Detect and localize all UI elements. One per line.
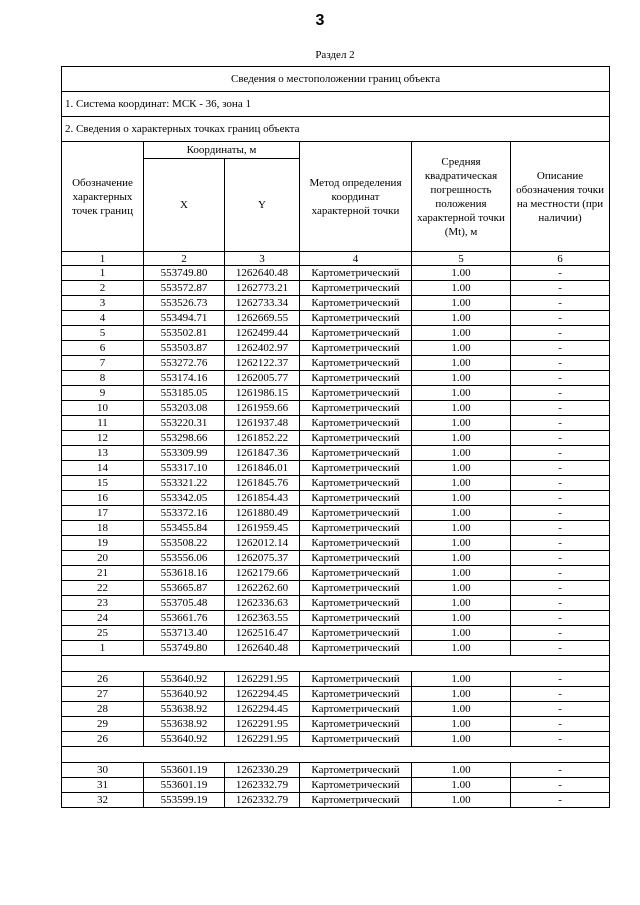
point-label-cell: 7 [62,356,144,371]
page-number: 3 [315,12,325,29]
point-label-cell: 20 [62,551,144,566]
accuracy-cell: 1.00 [412,371,511,386]
y-coord-cell: 1261959.45 [225,521,300,536]
table-row [62,356,610,371]
x-coord-cell: 553494.71 [144,311,225,326]
table-row [62,702,610,717]
method-cell: Картометрический [300,611,412,626]
point-label-cell: 1 [62,641,144,656]
x-coord-cell: 553321.22 [144,476,225,491]
point-label-cell: 30 [62,763,144,778]
point-label-cell: 3 [62,296,144,311]
point-label-cell: 28 [62,702,144,717]
description-cell: - [511,341,610,356]
y-coord-cell: 1261986.15 [225,386,300,401]
accuracy-cell: 1.00 [412,506,511,521]
x-coord-cell: 553372.16 [144,506,225,521]
x-coord-cell: 553203.08 [144,401,225,416]
method-cell: Картометрический [300,506,412,521]
x-coord-cell: 553618.16 [144,566,225,581]
group-separator-row [62,656,610,672]
column-number: 6 [511,252,610,266]
y-coord-cell: 1261854.43 [225,491,300,506]
method-cell: Картометрический [300,596,412,611]
column-number-row [62,252,610,266]
description-cell: - [511,371,610,386]
point-label-cell: 13 [62,446,144,461]
description-cell: - [511,717,610,732]
method-cell: Картометрический [300,702,412,717]
header-row-1 [62,142,610,159]
point-label-cell: 9 [62,386,144,401]
header-method: Метод определения координат характерной точки [300,142,412,252]
x-coord-cell: 553455.84 [144,521,225,536]
x-coord-cell: 553317.10 [144,461,225,476]
description-cell: - [511,536,610,551]
table-row [62,311,610,326]
accuracy-cell: 1.00 [412,401,511,416]
x-coord-cell: 553220.31 [144,416,225,431]
method-cell: Картометрический [300,581,412,596]
method-cell: Картометрический [300,641,412,656]
description-cell: - [511,266,610,281]
method-cell: Картометрический [300,793,412,808]
y-coord-cell: 1262262.60 [225,581,300,596]
table-body [62,67,610,808]
table-title-row [62,67,610,92]
x-coord-cell: 553572.87 [144,281,225,296]
group-separator [62,656,610,672]
table-row [62,371,610,386]
description-cell: - [511,566,610,581]
accuracy-cell: 1.00 [412,566,511,581]
method-cell: Картометрический [300,521,412,536]
point-label-cell: 5 [62,326,144,341]
x-coord-cell: 553705.48 [144,596,225,611]
point-label-cell: 1 [62,266,144,281]
table-row [62,386,610,401]
header-accuracy: Средняя квадратическая погрешность положения характерной точки (Mt), м [412,142,511,252]
method-cell: Картометрический [300,626,412,641]
description-cell: - [511,793,610,808]
accuracy-cell: 1.00 [412,341,511,356]
column-number: 3 [225,252,300,266]
y-coord-cell: 1262499.44 [225,326,300,341]
x-coord-cell: 553638.92 [144,717,225,732]
point-label-cell: 6 [62,341,144,356]
x-coord-cell: 553749.80 [144,641,225,656]
table-row [62,281,610,296]
method-cell: Картометрический [300,566,412,581]
header-coords: Координаты, м [144,142,300,159]
y-coord-cell: 1262516.47 [225,626,300,641]
accuracy-cell: 1.00 [412,431,511,446]
x-coord-cell: 553503.87 [144,341,225,356]
accuracy-cell: 1.00 [412,778,511,793]
table-title: Сведения о местоположении границ объекта [62,67,610,92]
description-cell: - [511,416,610,431]
y-coord-cell: 1262294.45 [225,702,300,717]
method-cell: Картометрический [300,371,412,386]
y-coord-cell: 1262179.66 [225,566,300,581]
method-cell: Картометрический [300,341,412,356]
method-cell: Картометрический [300,431,412,446]
header-description: Описание обозначения точки на местности (при наличии) [511,142,610,252]
description-cell: - [511,732,610,747]
point-label-cell: 18 [62,521,144,536]
point-label-cell: 21 [62,566,144,581]
x-coord-cell: 553601.19 [144,778,225,793]
description-cell: - [511,778,610,793]
accuracy-cell: 1.00 [412,296,511,311]
description-cell: - [511,431,610,446]
description-cell: - [511,356,610,371]
x-coord-cell: 553638.92 [144,702,225,717]
y-coord-cell: 1262291.95 [225,732,300,747]
accuracy-cell: 1.00 [412,446,511,461]
y-coord-cell: 1262402.97 [225,341,300,356]
accuracy-cell: 1.00 [412,672,511,687]
column-number: 5 [412,252,511,266]
accuracy-cell: 1.00 [412,461,511,476]
table-row [62,476,610,491]
table-row [62,431,610,446]
accuracy-cell: 1.00 [412,581,511,596]
method-cell: Картометрический [300,763,412,778]
accuracy-cell: 1.00 [412,536,511,551]
y-coord-cell: 1261846.01 [225,461,300,476]
x-coord-cell: 553640.92 [144,732,225,747]
x-coord-cell: 553174.16 [144,371,225,386]
table-row [62,491,610,506]
accuracy-cell: 1.00 [412,311,511,326]
point-label-cell: 14 [62,461,144,476]
method-cell: Картометрический [300,296,412,311]
table-row [62,717,610,732]
method-cell: Картометрический [300,281,412,296]
x-coord-cell: 553556.06 [144,551,225,566]
method-cell: Картометрический [300,386,412,401]
description-cell: - [511,687,610,702]
point-label-cell: 27 [62,687,144,702]
point-label-cell: 26 [62,672,144,687]
y-coord-cell: 1262291.95 [225,672,300,687]
method-cell: Картометрический [300,717,412,732]
y-coord-cell: 1262363.55 [225,611,300,626]
description-cell: - [511,491,610,506]
description-cell: - [511,611,610,626]
method-cell: Картометрический [300,536,412,551]
point-label-cell: 23 [62,596,144,611]
table-row [62,416,610,431]
point-label-cell: 29 [62,717,144,732]
y-coord-cell: 1261852.22 [225,431,300,446]
accuracy-cell: 1.00 [412,596,511,611]
y-coord-cell: 1262773.21 [225,281,300,296]
table-row [62,596,610,611]
table-row [62,446,610,461]
header-x: X [144,159,225,252]
section-label: Раздел 2 [315,49,355,61]
point-label-cell: 8 [62,371,144,386]
method-cell: Картометрический [300,311,412,326]
y-coord-cell: 1262669.55 [225,311,300,326]
header-y: Y [225,159,300,252]
accuracy-cell: 1.00 [412,611,511,626]
method-cell: Картометрический [300,491,412,506]
y-coord-cell: 1262122.37 [225,356,300,371]
table-row [62,687,610,702]
y-coord-cell: 1262005.77 [225,371,300,386]
y-coord-cell: 1262640.48 [225,641,300,656]
description-cell: - [511,596,610,611]
table-row [62,341,610,356]
header-point-label: Обозначение характерных точек границ [62,142,144,252]
method-cell: Картометрический [300,401,412,416]
description-cell: - [511,401,610,416]
coord-system: 1. Система координат: МСК - 36, зона 1 [62,92,610,117]
column-number: 1 [62,252,144,266]
point-label-cell: 31 [62,778,144,793]
y-coord-cell: 1262012.14 [225,536,300,551]
table-row [62,536,610,551]
table-row [62,626,610,641]
table-row [62,778,610,793]
table-row [62,566,610,581]
method-cell: Картометрический [300,326,412,341]
group-separator-row [62,747,610,763]
description-cell: - [511,296,610,311]
y-coord-cell: 1261880.49 [225,506,300,521]
x-coord-cell: 553508.22 [144,536,225,551]
y-coord-cell: 1262330.29 [225,763,300,778]
description-cell: - [511,506,610,521]
description-cell: - [511,521,610,536]
method-cell: Картометрический [300,732,412,747]
points-title-row [62,117,610,142]
accuracy-cell: 1.00 [412,717,511,732]
accuracy-cell: 1.00 [412,356,511,371]
x-coord-cell: 553342.05 [144,491,225,506]
column-number: 2 [144,252,225,266]
boundary-points-table [61,66,610,808]
description-cell: - [511,702,610,717]
y-coord-cell: 1262294.45 [225,687,300,702]
point-label-cell: 4 [62,311,144,326]
y-coord-cell: 1261937.48 [225,416,300,431]
description-cell: - [511,281,610,296]
y-coord-cell: 1262332.79 [225,793,300,808]
point-label-cell: 25 [62,626,144,641]
point-label-cell: 10 [62,401,144,416]
accuracy-cell: 1.00 [412,281,511,296]
table-row [62,521,610,536]
table-row [62,461,610,476]
accuracy-cell: 1.00 [412,326,511,341]
x-coord-cell: 553526.73 [144,296,225,311]
table-row [62,732,610,747]
method-cell: Картометрический [300,446,412,461]
y-coord-cell: 1262075.37 [225,551,300,566]
accuracy-cell: 1.00 [412,793,511,808]
method-cell: Картометрический [300,416,412,431]
group-separator [62,747,610,763]
y-coord-cell: 1261845.76 [225,476,300,491]
x-coord-cell: 553640.92 [144,687,225,702]
x-coord-cell: 553640.92 [144,672,225,687]
accuracy-cell: 1.00 [412,551,511,566]
accuracy-cell: 1.00 [412,763,511,778]
y-coord-cell: 1262332.79 [225,778,300,793]
point-label-cell: 12 [62,431,144,446]
accuracy-cell: 1.00 [412,687,511,702]
description-cell: - [511,326,610,341]
accuracy-cell: 1.00 [412,702,511,717]
point-label-cell: 26 [62,732,144,747]
accuracy-cell: 1.00 [412,641,511,656]
description-cell: - [511,446,610,461]
description-cell: - [511,641,610,656]
x-coord-cell: 553502.81 [144,326,225,341]
description-cell: - [511,763,610,778]
table-row [62,763,610,778]
y-coord-cell: 1261959.66 [225,401,300,416]
point-label-cell: 22 [62,581,144,596]
table-row [62,581,610,596]
description-cell: - [511,311,610,326]
y-coord-cell: 1262291.95 [225,717,300,732]
point-label-cell: 32 [62,793,144,808]
column-number: 4 [300,252,412,266]
method-cell: Картометрический [300,778,412,793]
description-cell: - [511,672,610,687]
table-row [62,401,610,416]
points-title: 2. Сведения о характерных точках границ объекта [62,117,610,142]
accuracy-cell: 1.00 [412,491,511,506]
method-cell: Картометрический [300,672,412,687]
x-coord-cell: 553749.80 [144,266,225,281]
accuracy-cell: 1.00 [412,476,511,491]
x-coord-cell: 553272.76 [144,356,225,371]
description-cell: - [511,581,610,596]
table-row [62,506,610,521]
method-cell: Картометрический [300,551,412,566]
accuracy-cell: 1.00 [412,626,511,641]
point-label-cell: 24 [62,611,144,626]
accuracy-cell: 1.00 [412,266,511,281]
table-row [62,672,610,687]
description-cell: - [511,476,610,491]
point-label-cell: 11 [62,416,144,431]
point-label-cell: 17 [62,506,144,521]
accuracy-cell: 1.00 [412,732,511,747]
x-coord-cell: 553713.40 [144,626,225,641]
y-coord-cell: 1262733.34 [225,296,300,311]
table-row [62,551,610,566]
table-row [62,296,610,311]
x-coord-cell: 553661.76 [144,611,225,626]
table-row [62,793,610,808]
table-row [62,611,610,626]
method-cell: Картометрический [300,476,412,491]
x-coord-cell: 553309.99 [144,446,225,461]
point-label-cell: 2 [62,281,144,296]
x-coord-cell: 553665.87 [144,581,225,596]
method-cell: Картометрический [300,266,412,281]
point-label-cell: 19 [62,536,144,551]
method-cell: Картометрический [300,461,412,476]
description-cell: - [511,461,610,476]
y-coord-cell: 1262336.63 [225,596,300,611]
accuracy-cell: 1.00 [412,416,511,431]
table-row [62,326,610,341]
description-cell: - [511,551,610,566]
method-cell: Картометрический [300,687,412,702]
point-label-cell: 16 [62,491,144,506]
point-label-cell: 15 [62,476,144,491]
description-cell: - [511,386,610,401]
x-coord-cell: 553185.05 [144,386,225,401]
table-row [62,641,610,656]
y-coord-cell: 1261847.36 [225,446,300,461]
description-cell: - [511,626,610,641]
accuracy-cell: 1.00 [412,386,511,401]
x-coord-cell: 553601.19 [144,763,225,778]
x-coord-cell: 553298.66 [144,431,225,446]
coord-system-row [62,92,610,117]
x-coord-cell: 553599.19 [144,793,225,808]
method-cell: Картометрический [300,356,412,371]
accuracy-cell: 1.00 [412,521,511,536]
y-coord-cell: 1262640.48 [225,266,300,281]
table-row [62,266,610,281]
